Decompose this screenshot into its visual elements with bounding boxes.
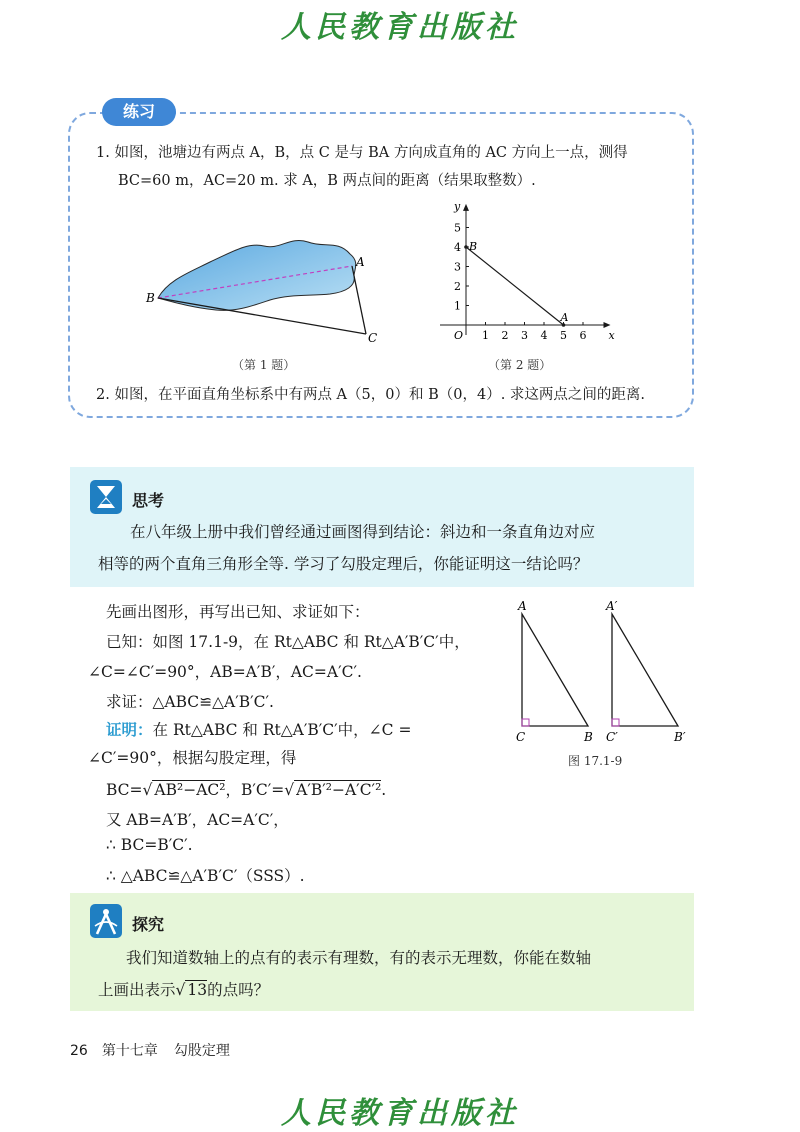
compass-icon	[88, 902, 124, 940]
y-tick-label: 4	[454, 241, 461, 254]
think-title: 思考	[132, 491, 165, 510]
prove-line: 求证：△ABC≌△A′B′C′.	[106, 693, 274, 711]
tri-label-a-prime: A′	[606, 599, 618, 613]
question-1-line-1: 1. 如图，池塘边有两点 A，B，点 C 是与 BA 方向成直角的 AC 方向上一点，测得	[96, 145, 628, 161]
chapter-label: 第十七章	[101, 1043, 158, 1059]
pond-shape	[158, 240, 356, 310]
y-tick-label: 3	[454, 260, 461, 274]
x-axis-label: x	[608, 329, 615, 342]
bc2-radicand: A′B′²−A′C′²	[296, 781, 382, 799]
proof-intro: 先画出图形，再写出已知、求证如下：	[106, 603, 370, 621]
y-axis-arrow	[463, 204, 469, 211]
page-footer	[70, 1040, 230, 1060]
origin-label: O	[454, 329, 464, 342]
segment-ac	[352, 266, 366, 334]
bc-eq: BC=	[106, 781, 143, 799]
given-conditions: ∠C=∠C′=90°，AB=A′B′，AC=A′C′.	[88, 663, 362, 681]
tri-label-c: C	[516, 730, 526, 744]
y-tick-label: 2	[454, 280, 461, 293]
bc-radicand: AB²−AC²	[154, 781, 226, 799]
publisher-logo: 人民教育出版社	[281, 10, 519, 45]
pond-figure	[140, 232, 390, 352]
coordinate-chart	[440, 195, 620, 350]
page-number: 26	[70, 1043, 88, 1059]
tri-label-b: B	[584, 730, 593, 744]
segment-bc	[158, 298, 366, 334]
label-b: B	[146, 291, 155, 305]
y-axis-label: y	[454, 199, 461, 213]
triangle-abc-prime	[612, 614, 678, 726]
proof-label: 证明：	[106, 721, 153, 739]
right-angle-mark-c	[522, 719, 529, 726]
tri-label-c-prime: C′	[606, 730, 618, 744]
x-tick-label: 1	[482, 329, 489, 342]
proof-line-1	[106, 718, 411, 740]
explore-line-2: 上画出表示√ 13的点吗？	[98, 981, 270, 999]
x-axis-arrow	[604, 322, 611, 328]
x-tick-label: 2	[501, 329, 509, 342]
y-tick-label: 5	[454, 221, 461, 235]
figure-17-1-9-caption: 图 17.1-9	[568, 754, 623, 768]
proof-line-2: ∠C′=90°，根据勾股定理，得	[88, 749, 297, 767]
x-tick-label: 3	[521, 329, 528, 342]
x-tick-label: 6	[579, 329, 587, 342]
bc2-eq: ，B′C′=	[225, 781, 285, 799]
explore-text-c: 的点吗？	[207, 981, 270, 999]
pythagoras-line: BC=√ AB²−AC²，B′C′=√ A′B′²−A′C′².	[106, 781, 387, 799]
proof-line-therefore-2: ∴ △ABC≌△A′B′C′（SSS）.	[106, 867, 305, 885]
think-line-1: 在八年级上册中我们曾经通过画图得到结论：斜边和一条直角边对应	[130, 523, 596, 541]
point-b	[464, 245, 468, 249]
point-label-b: B	[469, 240, 478, 253]
y-tick-label: 1	[454, 299, 461, 313]
triangle-abc	[522, 614, 588, 726]
tri-label-b-prime: B′	[674, 730, 686, 744]
question-2: 2. 如图，在平面直角坐标系中有两点 A（5，0）和 B（0，4）. 求这两点之间的距离.	[96, 387, 646, 403]
given-line: 已知：如图 17.1-9，在 Rt△ABC 和 Rt△A′B′C′中，	[106, 633, 470, 651]
x-tick-label: 5	[560, 329, 567, 342]
label-c: C	[368, 331, 378, 345]
tri-label-a: A	[518, 599, 527, 613]
proof-line-therefore-1: ∴ BC=B′C′.	[106, 836, 193, 854]
explore-text-a: 上画出表示	[98, 981, 176, 999]
sqrt-13: 13	[187, 981, 208, 999]
hourglass-icon	[88, 478, 124, 516]
think-line-2: 相等的两个直角三角形全等. 学习了勾股定理后，你能证明这一结论吗？	[98, 555, 589, 573]
explore-line-1: 我们知道数轴上的点有的表示有理数，有的表示无理数，你能在数轴	[126, 949, 592, 967]
figure-2-caption: （第 2 题）	[488, 358, 552, 372]
label-a: A	[356, 255, 365, 269]
proof-line-also: 又 AB=A′B′，AC=A′C′，	[106, 811, 289, 829]
explore-title: 探究	[132, 915, 165, 934]
publisher-logo-bottom: 人民教育出版社	[281, 1096, 519, 1131]
triangles-figure	[510, 598, 700, 748]
proof-text-1: 在 Rt△ABC 和 Rt△A′B′C′中，∠C =	[152, 721, 412, 739]
chapter-title: 勾股定理	[173, 1043, 230, 1059]
right-angle-mark-c-prime	[612, 719, 619, 726]
figure-1-caption: （第 1 题）	[232, 358, 296, 372]
practice-tab: 练习	[102, 98, 176, 126]
pythagoras-end: .	[381, 781, 387, 799]
x-tick-label: 4	[540, 329, 548, 342]
series-line-ab	[466, 247, 564, 325]
point-label-a: A	[560, 311, 569, 324]
question-1-line-2: BC=60 m，AC=20 m. 求 A，B 两点间的距离（结果取整数）.	[118, 173, 536, 189]
